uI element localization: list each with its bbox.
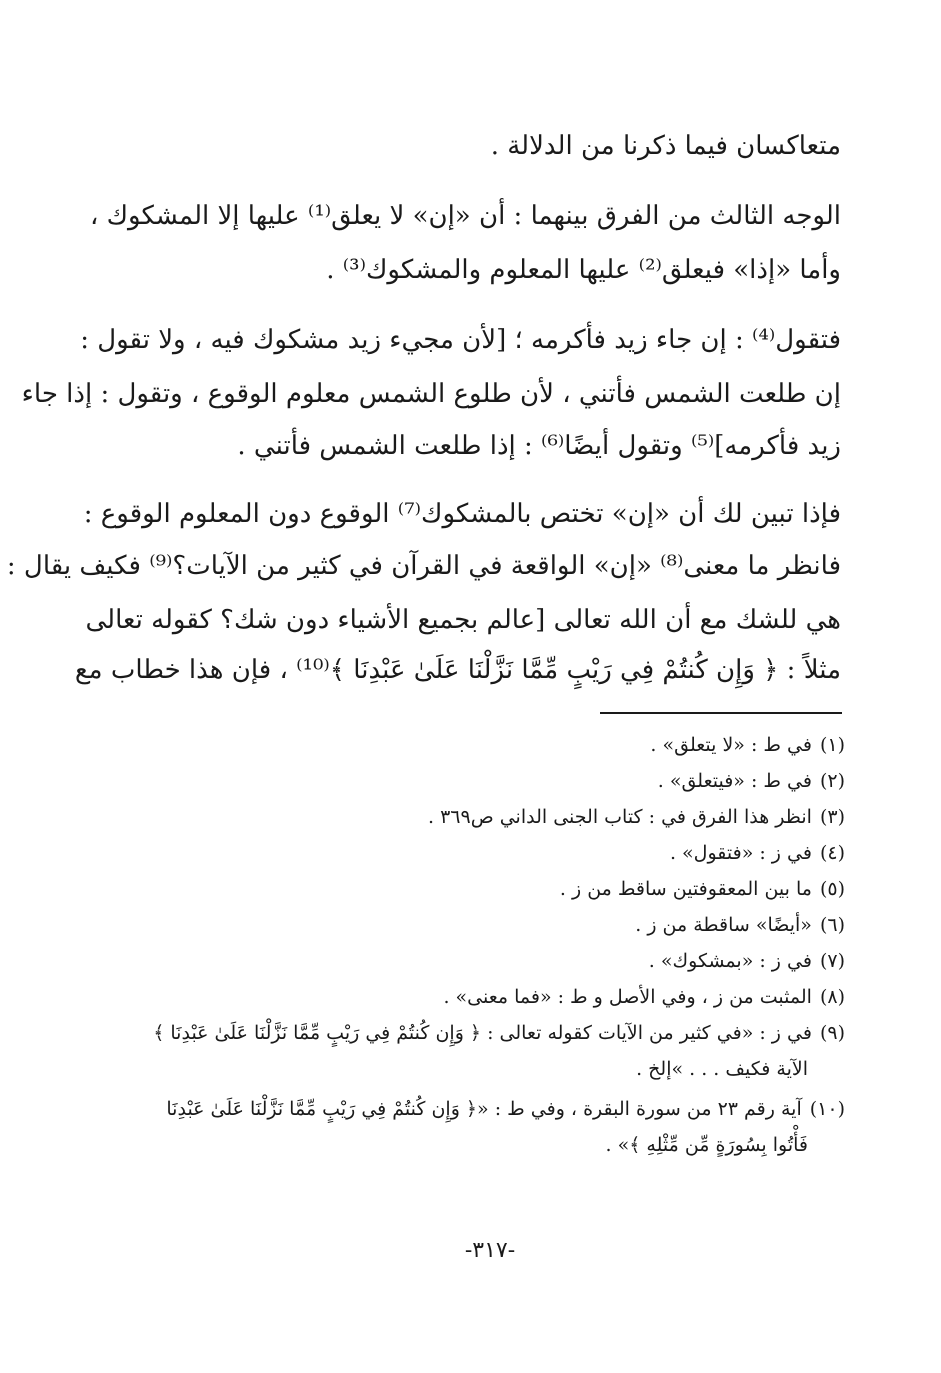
footnote-text: في ط : «لا يتعلق» . — [650, 734, 812, 756]
footnote-text: انظر هذا الفرق في : كتاب الجنى الداني ص٣٦٩ . — [427, 806, 812, 828]
footnote-separator — [600, 712, 842, 714]
body-line-7: فإذا تبين لك أن «إن» تختص بالمشكوك⁽⁷⁾ الوقوع دون المعلوم الوقوع : — [83, 499, 841, 529]
footnote-9-continuation: الآية فكيف . . . »إلخ . — [636, 1058, 808, 1080]
footnote-number: (٤) — [819, 842, 845, 864]
footnote-6 — [635, 910, 845, 940]
footnote-number: (٩) — [819, 1022, 845, 1044]
footnote-2 — [658, 766, 845, 796]
footnote-text: المثبت من ز ، وفي الأصل و ط : «فما معنى» . — [443, 986, 812, 1008]
footnote-1 — [650, 730, 845, 760]
body-line-6: زيد فأكرمه]⁽⁵⁾ وتقول أيضًا⁽⁶⁾ : إذا طلعت الشمس فأتني . — [237, 431, 841, 461]
footnote-text: في ز : «فتقول» . — [669, 842, 812, 864]
footnote-number: (٥) — [819, 878, 845, 900]
footnote-8 — [443, 982, 845, 1012]
page-number: -٣١٧- — [464, 1238, 516, 1263]
footnote-number: (١) — [819, 734, 845, 756]
footnote-7 — [649, 946, 845, 976]
footnote-3 — [428, 802, 845, 832]
body-line-4: فتقول⁽⁴⁾ : إن جاء زيد فأكرمه ؛ [لأن مجيء زيد مشكوك فيه ، ولا تقول : — [80, 325, 841, 355]
footnote-text: في ط : «فيتعلق» . — [657, 770, 812, 792]
footnote-text: آية رقم ٢٣ من سورة البقرة ، وفي ط : «﴿ وَإِن كُنتُمْ فِي رَيْبٍ مِّمَّا نَزَّلْنَا عَلَىٰ عَبْدِنَا — [166, 1098, 802, 1120]
footnote-text: في ز : «في كثير من الآيات كقوله تعالى : ﴿ وَإِن كُنتُمْ فِي رَيْبٍ مِّمَّا نَزَّلْنَا عَلَىٰ عَبْدِنَا ﴾ — [153, 1022, 812, 1044]
footnote-number: (٦) — [819, 914, 845, 936]
footnote-number: (٢) — [819, 770, 845, 792]
body-line-2: الوجه الثالث من الفرق بينهما : أن «إن» لا يعلق⁽¹⁾ عليها إلا المشكوك ، — [89, 201, 841, 231]
footnote-text: «أيضًا» ساقطة من ز . — [635, 914, 812, 936]
body-line-9: هي للشك مع أن الله تعالى [عالم بجميع الأشياء دون شك؟ كقوله تعالى — [85, 605, 841, 635]
footnote-10-continuation: فَأْتُوا بِسُورَةٍ مِّن مِّثْلِهِ ﴾» . — [605, 1134, 808, 1156]
footnote-9 — [153, 1018, 845, 1048]
footnote-number: (١٠) — [809, 1098, 845, 1120]
footnote-5 — [560, 874, 845, 904]
body-line-8: فانظر ما معنى⁽⁸⁾ «إن» الواقعة في القرآن في كثير من الآيات؟⁽⁹⁾ فكيف يقال : — [6, 551, 841, 581]
body-line-1: متعاكسان فيما ذكرنا من الدلالة . — [490, 131, 841, 161]
footnote-number: (٧) — [819, 950, 845, 972]
body-line-5: إن طلعت الشمس فأتني ، لأن طلوع الشمس معلوم الوقوع ، وتقول : إذا جاء — [21, 379, 841, 409]
footnote-text: في ز : «بمشكوك» . — [648, 950, 812, 972]
footnote-number: (٣) — [819, 806, 845, 828]
footnote-4 — [670, 838, 845, 868]
body-line-3: وأما «إذا» فيعلق⁽²⁾ عليها المعلوم والمشكوك⁽³⁾ . — [326, 255, 841, 285]
footnote-number: (٨) — [819, 986, 845, 1008]
body-line-10: مثلاً : ﴿ وَإِن كُنتُمْ فِي رَيْبٍ مِّمَّا نَزَّلْنَا عَلَىٰ عَبْدِنَا ﴾⁽¹⁰⁾ ، فإن هذا خطاب مع — [74, 655, 841, 685]
footnote-text: ما بين المعقوفتين ساقط من ز . — [559, 878, 812, 900]
footnote-10 — [166, 1094, 845, 1124]
